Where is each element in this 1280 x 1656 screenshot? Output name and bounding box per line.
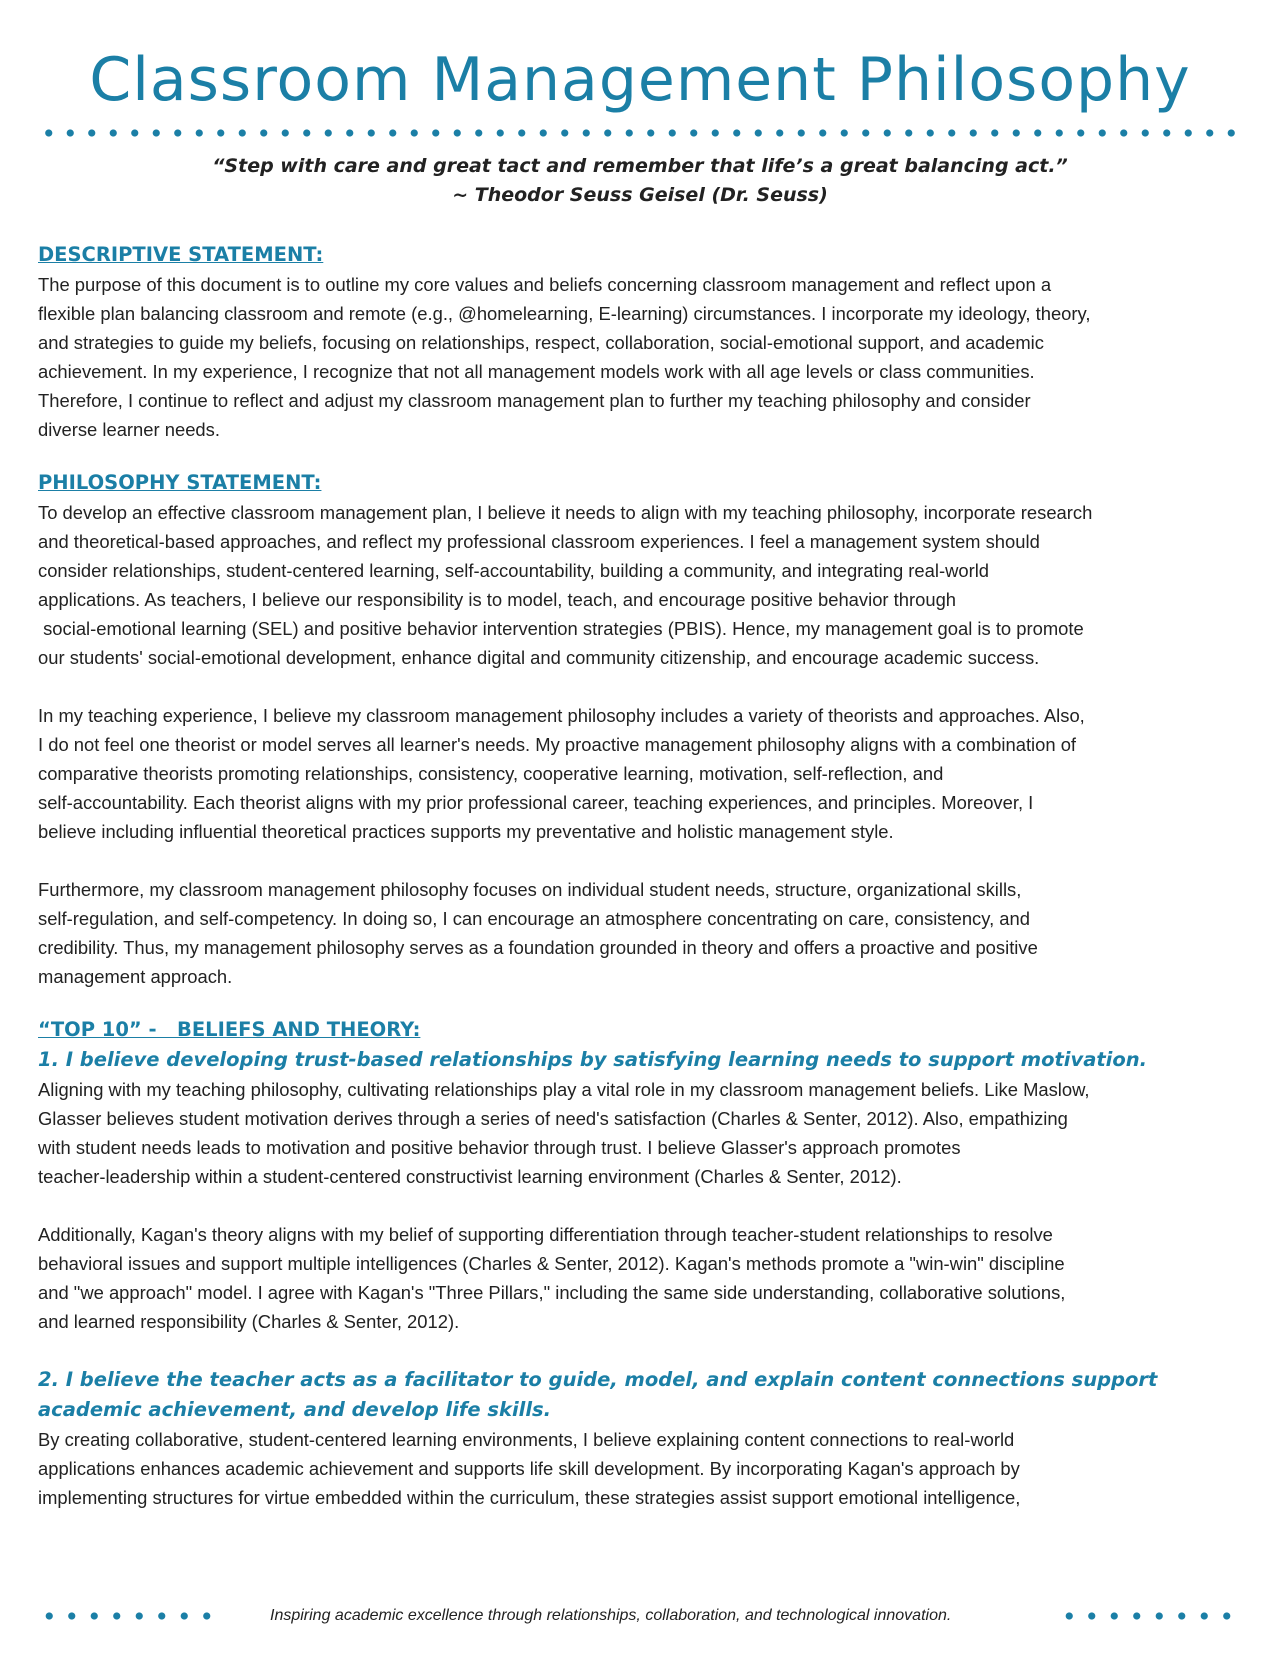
page-title: Classroom Management Philosophy [89, 45, 1191, 115]
page-footer [0, 1604, 1280, 1628]
header-dot-divider [38, 128, 1242, 138]
text-line: self-regulation, and self-competency. In doing so, I can encourage an atmosphere concentrating on care, consistency, and [38, 908, 1030, 929]
text-line: The purpose of this document is to outline my core values and beliefs concerning classroom management and reflect upon a [38, 274, 1052, 295]
belief-1-title: 1. I believe developing trust-based relationships by satisfying learning needs to support motivation. [38, 1048, 1148, 1071]
text-line: with student needs leads to motivation and positive behavior through trust. I believe Glasser's approach promotes [38, 1137, 961, 1158]
text-line: behavioral issues and support multiple intelligences (Charles & Senter, 2012). Kagan's methods promote a "win-win" discipline [38, 1253, 1065, 1274]
text-line: diverse learner needs. [38, 419, 220, 440]
descriptive-heading: DESCRIPTIVE STATEMENT: [38, 243, 324, 266]
text-line: In my teaching experience, I believe my classroom management philosophy includes a variety of theorists and approaches. Also, [38, 705, 1085, 726]
text-line: comparative theorists promoting relationships, consistency, cooperative learning, motivation, self-reflection, and [38, 763, 944, 784]
belief-2-title-continued: academic achievement, and develop life skills. [38, 1398, 552, 1421]
text-line: Glasser believes student motivation derives through a series of need's satisfaction (Charles & Senter, 2012). Also, empathizing [38, 1108, 1068, 1129]
footer-dot-divider-right [1058, 1611, 1242, 1621]
text-line: management approach. [38, 966, 233, 987]
document-body [38, 240, 1250, 1512]
text-line: our students' social-emotional development, enhance digital and community citizenship, and encourage academic success. [38, 647, 1040, 668]
belief-1-paragraph-2 [38, 1220, 1250, 1336]
text-line: credibility. Thus, my management philosophy serves as a foundation grounded in theory and offers a proactive and positive [38, 937, 1038, 958]
quote-attribution: ~ Theodor Seuss Geisel (Dr. Seuss) [452, 184, 828, 206]
text-line: Aligning with my teaching philosophy, cultivating relationships play a vital role in my classroom management beliefs. Like Maslow, [38, 1079, 1090, 1100]
text-line: and learned responsibility (Charles & Senter, 2012). [38, 1311, 460, 1332]
text-line: Additionally, Kagan's theory aligns with my belief of supporting differentiation through teacher-student relationships to resolve [38, 1224, 1053, 1245]
text-line: and strategies to guide my beliefs, focusing on relationships, respect, collaboration, social-emotional support, and academic [38, 332, 1044, 353]
text-line: consider relationships, student-centered learning, self-accountability, building a community, and integrating real-world [38, 560, 990, 581]
footer-tagline: Inspiring academic excellence through relationships, collaboration, and technological innovation. [270, 1607, 952, 1624]
text-line: self-accountability. Each theorist aligns with my prior professional career, teaching experiences, and principles. Moreover, I [38, 792, 1034, 813]
descriptive-paragraph [38, 270, 1250, 444]
text-line: social-emotional learning (SEL) and positive behavior intervention strategies (PBIS). Hence, my management goal is to promote [38, 618, 1084, 639]
epigraph-quote [0, 152, 1280, 210]
footer-dot-divider-left [38, 1611, 218, 1621]
text-line: and "we approach" model. I agree with Kagan's "Three Pillars," including the same side understanding, collaborative solutions, [38, 1282, 1066, 1303]
text-line: applications. As teachers, I believe our responsibility is to model, teach, and encourage positive behavior through [38, 589, 957, 610]
philosophy-paragraph-1 [38, 498, 1250, 672]
text-line: By creating collaborative, student-centered learning environments, I believe explaining content connections to real-world [38, 1429, 1015, 1450]
text-line: Therefore, I continue to reflect and adjust my classroom management plan to further my teaching philosophy and consider [38, 390, 1031, 411]
text-line: achievement. In my experience, I recognize that not all management models work with all age levels or class communities. [38, 361, 1035, 382]
text-line: To develop an effective classroom management plan, I believe it needs to align with my teaching philosophy, incorporate research [38, 502, 1093, 523]
text-line: I do not feel one theorist or model serves all learner's needs. My proactive management philosophy aligns with a combination of [38, 734, 1077, 755]
belief-2-title: 2. I believe the teacher acts as a facilitator to guide, model, and explain content connections support [38, 1368, 1158, 1391]
philosophy-paragraph-2 [38, 701, 1250, 846]
text-line: flexible plan balancing classroom and remote (e.g., @homelearning, E-learning) circumstances. I incorporate my ideology, theory, [38, 303, 1091, 324]
quote-text: “Step with care and great tact and remember that life’s a great balancing act.” [212, 155, 1068, 177]
text-line: applications enhances academic achievement and supports life skill development. By incorporating Kagan's approach by [38, 1458, 1020, 1479]
belief-1-paragraph-1 [38, 1075, 1250, 1191]
belief-2-paragraph-1 [38, 1425, 1250, 1512]
text-line: implementing structures for virtue embedded within the curriculum, these strategies assist support emotional intelligence, [38, 1487, 1021, 1508]
philosophy-paragraph-3 [38, 875, 1250, 991]
philosophy-heading: PHILOSOPHY STATEMENT: [38, 471, 322, 494]
text-line: and theoretical-based approaches, and reflect my professional classroom experiences. I feel a management system should [38, 531, 1040, 552]
text-line: Furthermore, my classroom management philosophy focuses on individual student needs, structure, organizational skills, [38, 879, 1022, 900]
top10-heading: “TOP 10” - BELIEFS AND THEORY: [38, 1018, 421, 1041]
text-line: teacher-leadership within a student-centered constructivist learning environment (Charles & Senter, 2012). [38, 1166, 902, 1187]
text-line: believe including influential theoretical practices supports my preventative and holistic management style. [38, 821, 894, 842]
